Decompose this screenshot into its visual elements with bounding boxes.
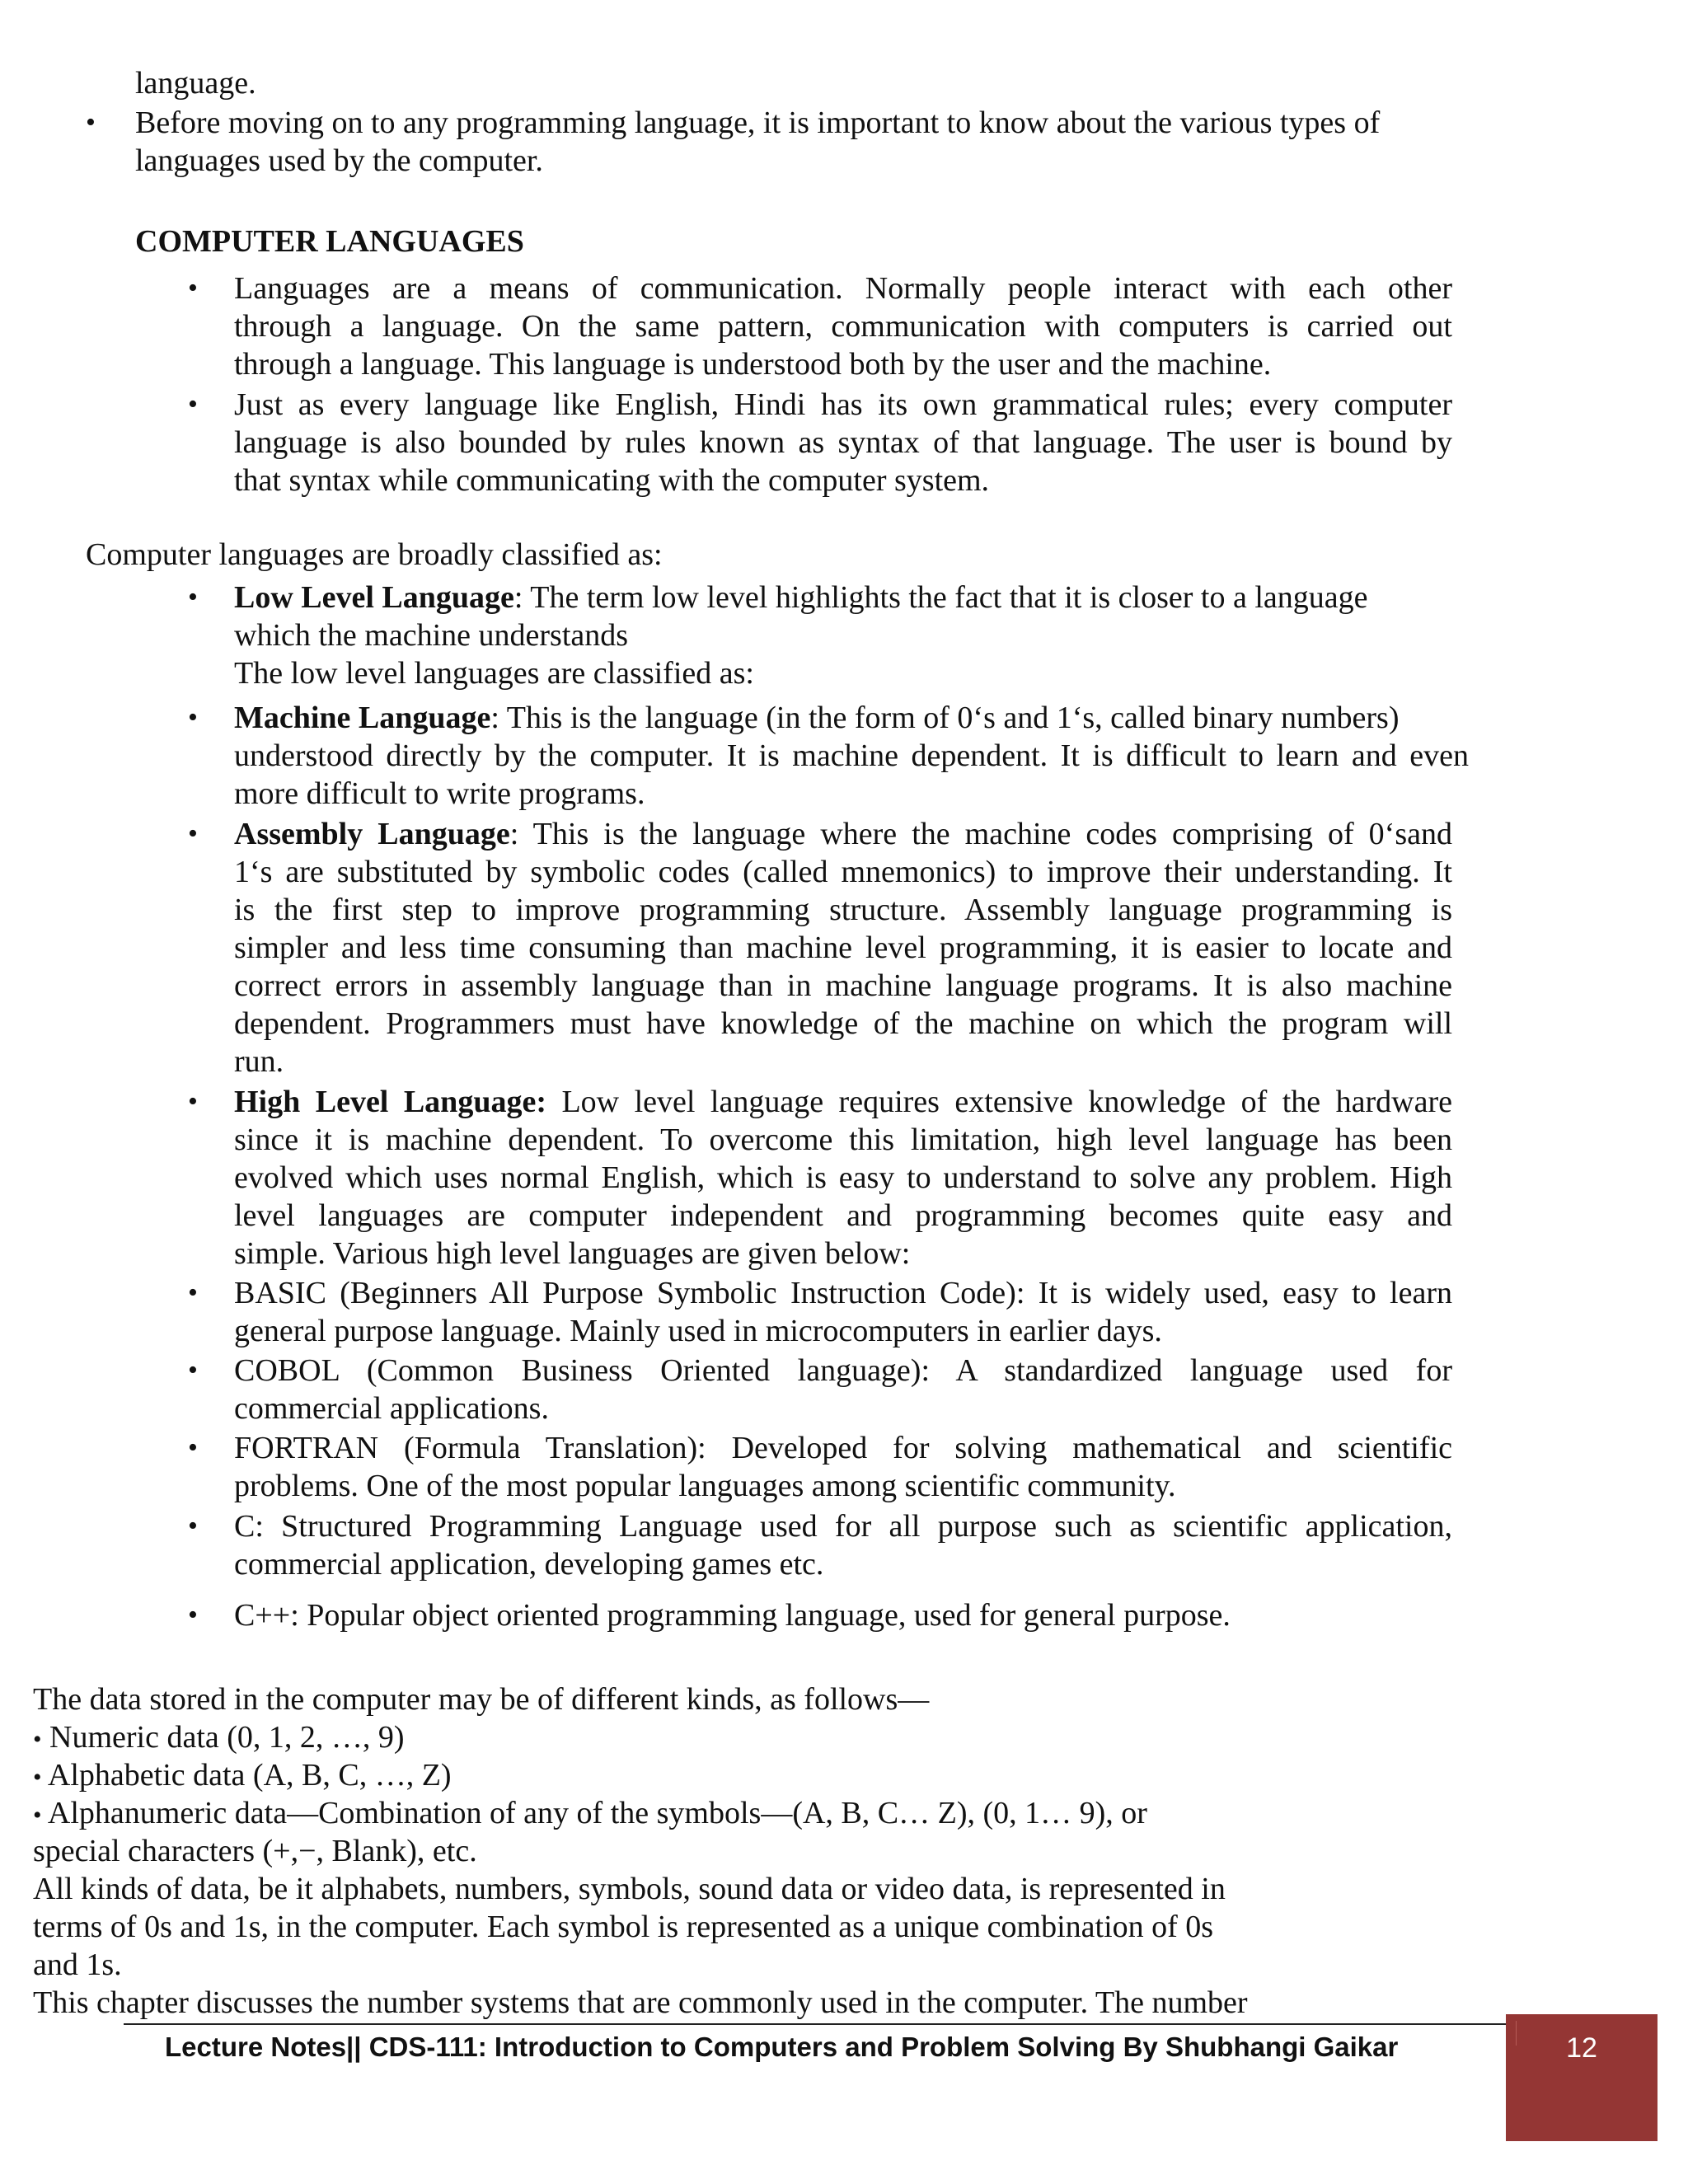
- term-label: Assembly Language: [234, 817, 510, 851]
- term-label: High Level Language:: [234, 1085, 546, 1119]
- text-line: more difficult to write programs.: [234, 776, 645, 811]
- bullet-icon: •: [188, 273, 198, 303]
- text-line: The low level languages are classified as:: [234, 656, 754, 691]
- text-line: [33, 1718, 405, 1759]
- text-line: level languages are computer independent and programming becomes quite easy and: [234, 1198, 1452, 1233]
- text-line: that syntax while communicating with the computer system.: [234, 463, 990, 498]
- text-line: and 1s.: [33, 1947, 122, 1982]
- text-line: Languages are a means of communication. Normally people interact with each other: [234, 271, 1452, 306]
- text-line: simpler and less time consuming than machine level programming, it is easier to locate and: [234, 930, 1452, 965]
- text-line: understood directly by the computer. It is machine dependent. It is difficult to learn and even: [234, 738, 1469, 773]
- text-line: C: Structured Programming Language used for all purpose such as scientific application,: [234, 1509, 1452, 1544]
- section-heading: COMPUTER LANGUAGES: [135, 224, 524, 259]
- text-line: C++: Popular object oriented programming language, used for general purpose.: [234, 1598, 1231, 1633]
- text-line: through a language. This language is understood both by the user and the machine.: [234, 347, 1272, 382]
- term-definition: : This is the language where the machine codes comprising of 0‘sand: [509, 817, 1452, 851]
- list-item-text: Alphabetic data (A, B, C, …, Z): [47, 1758, 452, 1793]
- text-line: simple. Various high level languages are given below:: [234, 1236, 911, 1271]
- text-line: since it is machine dependent. To overcome this limitation, high level language has been: [234, 1122, 1452, 1157]
- text-line: special characters (+,−, Blank), etc.: [33, 1834, 477, 1868]
- text-line: evolved which uses normal English, which is easy to understand to solve any problem. High: [234, 1160, 1452, 1195]
- text-line: The data stored in the computer may be of different kinds, as follows—: [33, 1682, 930, 1717]
- text-line: dependent. Programmers must have knowledge of the machine on which the program will: [234, 1006, 1452, 1041]
- text-line: BASIC (Beginners All Purpose Symbolic Instruction Code): It is widely used, easy to learn: [234, 1276, 1452, 1310]
- text-line: run.: [234, 1044, 284, 1079]
- text-line: is the first step to improve programming structure. Assembly language programming is: [234, 893, 1452, 927]
- text-line: commercial applications.: [234, 1391, 549, 1426]
- list-item-text: Alphanumeric data—Combination of any of the symbols—(A, B, C… Z), (0, 1… 9), or: [47, 1796, 1147, 1830]
- term-label: Low Level Language: [234, 580, 514, 615]
- text-line: which the machine understands: [234, 618, 629, 653]
- text-line: FORTRAN (Formula Translation): Developed for solving mathematical and scientific: [234, 1431, 1452, 1465]
- term-definition: : The term low level highlights the fact that it is closer to a language: [513, 580, 1368, 615]
- text-line: problems. One of the most popular languages among scientific community.: [234, 1469, 1176, 1503]
- text-line: This chapter discusses the number systems that are commonly used in the computer. The number: [33, 1985, 1248, 2020]
- bullet-icon: •: [188, 1600, 198, 1630]
- bullet-icon: •: [188, 582, 198, 612]
- text-line: [234, 815, 1452, 853]
- text-line: Computer languages are broadly classified as:: [86, 537, 663, 572]
- page-number-box: [1506, 2014, 1658, 2141]
- bullet-icon: •: [188, 389, 198, 419]
- bullet-icon: •: [33, 1764, 42, 1791]
- text-line: All kinds of data, be it alphabets, numbers, symbols, sound data or video data, is represented in: [33, 1872, 1226, 1906]
- text-line: general purpose language. Mainly used in microcomputers in earlier days.: [234, 1314, 1162, 1348]
- bullet-icon: •: [188, 1277, 198, 1308]
- term-label: Machine Language: [234, 701, 491, 735]
- bullet-icon: •: [188, 702, 198, 733]
- bullet-icon: •: [86, 107, 96, 138]
- footer-divider: [124, 2023, 1506, 2025]
- text-line: Before moving on to any programming language, it is important to know about the various types of: [135, 105, 1381, 140]
- text-line: language.: [135, 66, 256, 101]
- text-line: correct errors in assembly language than in machine language programs. It is also machine: [234, 968, 1452, 1003]
- bullet-icon: •: [33, 1726, 42, 1753]
- text-line: [234, 1083, 1452, 1121]
- text-line: commercial application, developing games etc.: [234, 1547, 824, 1582]
- text-line: languages used by the computer.: [135, 143, 543, 178]
- text-line: language is also bounded by rules known as syntax of that language. The user is bound by: [234, 425, 1452, 460]
- page-number: 12: [1566, 2032, 1597, 2064]
- bullet-icon: •: [188, 1432, 198, 1463]
- term-definition: : This is the language (in the form of 0‘s and 1‘s, called binary numbers): [490, 701, 1400, 735]
- text-line: [33, 1794, 1147, 1835]
- text-line: [234, 579, 1367, 616]
- term-definition: Low level language requires extensive knowledge of the hardware: [546, 1085, 1452, 1119]
- bullet-icon: •: [188, 1355, 198, 1385]
- bullet-icon: •: [188, 818, 198, 849]
- text-line: [33, 1756, 452, 1797]
- text-line: COBOL (Common Business Oriented language): A standardized language used for: [234, 1353, 1452, 1388]
- text-line: [234, 699, 1399, 737]
- list-item-text: Numeric data (0, 1, 2, …, 9): [49, 1720, 405, 1755]
- text-line: terms of 0s and 1s, in the computer. Each symbol is represented as a unique combination of 0s: [33, 1910, 1214, 1944]
- bullet-icon: •: [188, 1086, 198, 1117]
- footer-title: Lecture Notes|| CDS-111: Introduction to Computers and Problem Solving By Shubhangi Gaikar: [165, 2032, 1399, 2062]
- text-line: through a language. On the same pattern, communication with computers is carried out: [234, 309, 1452, 344]
- text-line: 1‘s are substituted by symbolic codes (called mnemonics) to improve their understanding. It: [234, 855, 1452, 889]
- bullet-icon: •: [33, 1802, 42, 1829]
- bullet-icon: •: [188, 1511, 198, 1541]
- text-line: Just as every language like English, Hindi has its own grammatical rules; every computer: [234, 387, 1452, 422]
